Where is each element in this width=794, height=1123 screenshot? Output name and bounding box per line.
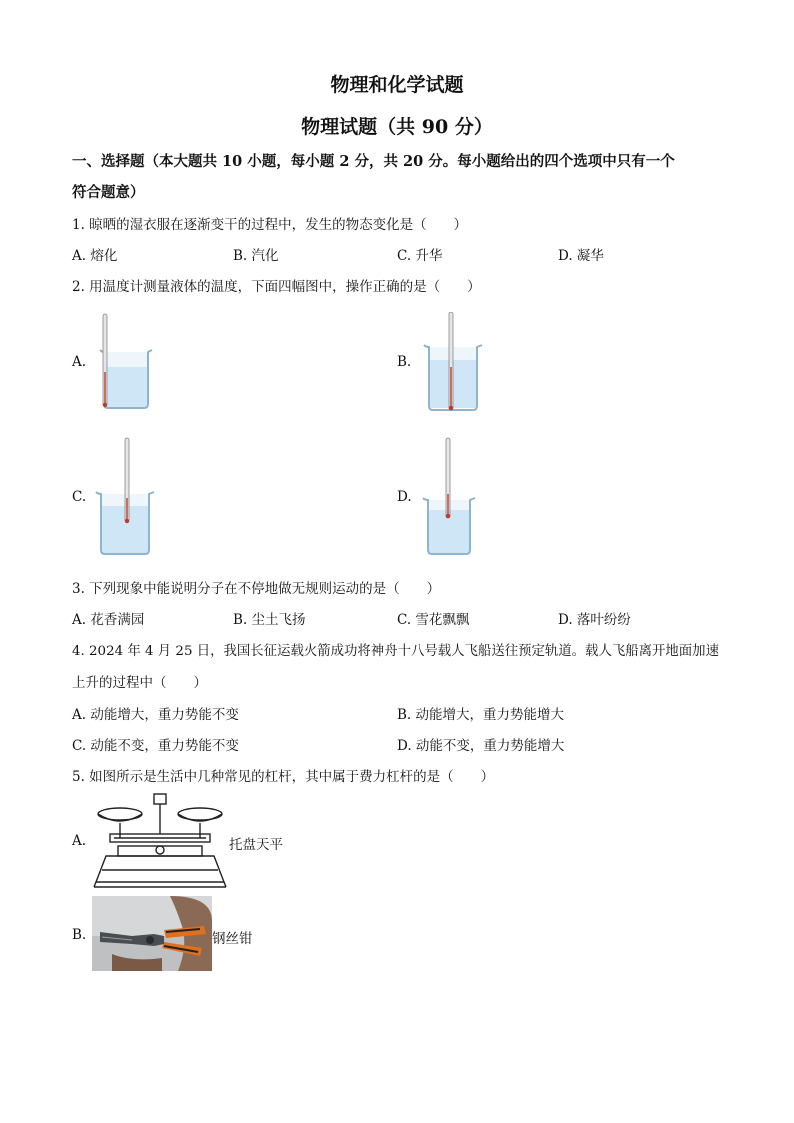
question-3-option-c: C. 雪花飘飘 — [397, 612, 470, 628]
question-3-option-a: A. 花香满园 — [72, 612, 145, 628]
question-4-stem-line2: 上升的过程中（ ） — [72, 675, 207, 691]
question-3-stem: 3. 下列现象中能说明分子在不停地做无规则运动的是（ ） — [72, 581, 441, 597]
question-5-option-a: A. — [72, 833, 87, 849]
question-4-option-a: A. 动能增大，重力势能不变 — [72, 707, 239, 723]
question-5-stem: 5. 如图所示是生活中几种常见的杠杆，其中属于费力杠杆的是（ ） — [72, 769, 495, 785]
question-4-option-c: C. 动能不变，重力势能不变 — [72, 738, 239, 754]
beaker-thermometer-figure-c — [93, 436, 157, 558]
question-4-option-d: D. 动能不变，重力势能增大 — [397, 738, 565, 754]
question-4-stem-line1: 4. 2024 年 4 月 25 日，我国长征运载火箭成功将神舟十八号载人飞船送往预定轨道。载人飞船离开地面加速 — [72, 644, 719, 659]
question-2-option-d: D. — [397, 489, 412, 505]
question-1-option-d: D. 凝华 — [558, 248, 604, 264]
question-2-option-b: B. — [397, 354, 412, 370]
question-2-option-a: A. — [72, 354, 87, 370]
beaker-thermometer-figure-a — [96, 312, 158, 412]
page-title: 物理和化学试题 — [330, 74, 464, 96]
section-heading-line1: 一、选择题（本大题共 10 小题，每小题 2 分，共 20 分。每小题给出的四个选项中只有一个 — [72, 153, 675, 170]
section-heading-line2: 符合题意） — [72, 184, 145, 201]
question-3-option-b: B. 尘土飞扬 — [233, 612, 306, 628]
pliers-caption: 钢丝钳 — [212, 931, 253, 947]
question-1-option-b: B. 汽化 — [233, 248, 279, 264]
beaker-thermometer-figure-d — [420, 436, 478, 558]
balance-scale-figure — [92, 790, 228, 892]
question-1-option-a: A. 熔化 — [72, 248, 118, 264]
balance-scale-caption: 托盘天平 — [229, 837, 283, 853]
question-4-option-b: B. 动能增大，重力势能增大 — [397, 707, 565, 723]
question-1-stem: 1. 晾晒的湿衣服在逐渐变干的过程中，发生的物态变化是（ ） — [72, 217, 468, 233]
page-subtitle: 物理试题（共 90 分） — [301, 116, 493, 138]
question-5-option-b: B. — [72, 927, 87, 943]
question-3-option-d: D. 落叶纷纷 — [558, 612, 631, 628]
question-2-option-c: C. — [72, 489, 87, 505]
pliers-photo-figure — [92, 896, 212, 971]
beaker-thermometer-figure-b — [420, 312, 486, 414]
question-2-stem: 2. 用温度计测量液体的温度，下面四幅图中，操作正确的是（ ） — [72, 279, 481, 295]
question-1-option-c: C. 升华 — [397, 248, 443, 264]
